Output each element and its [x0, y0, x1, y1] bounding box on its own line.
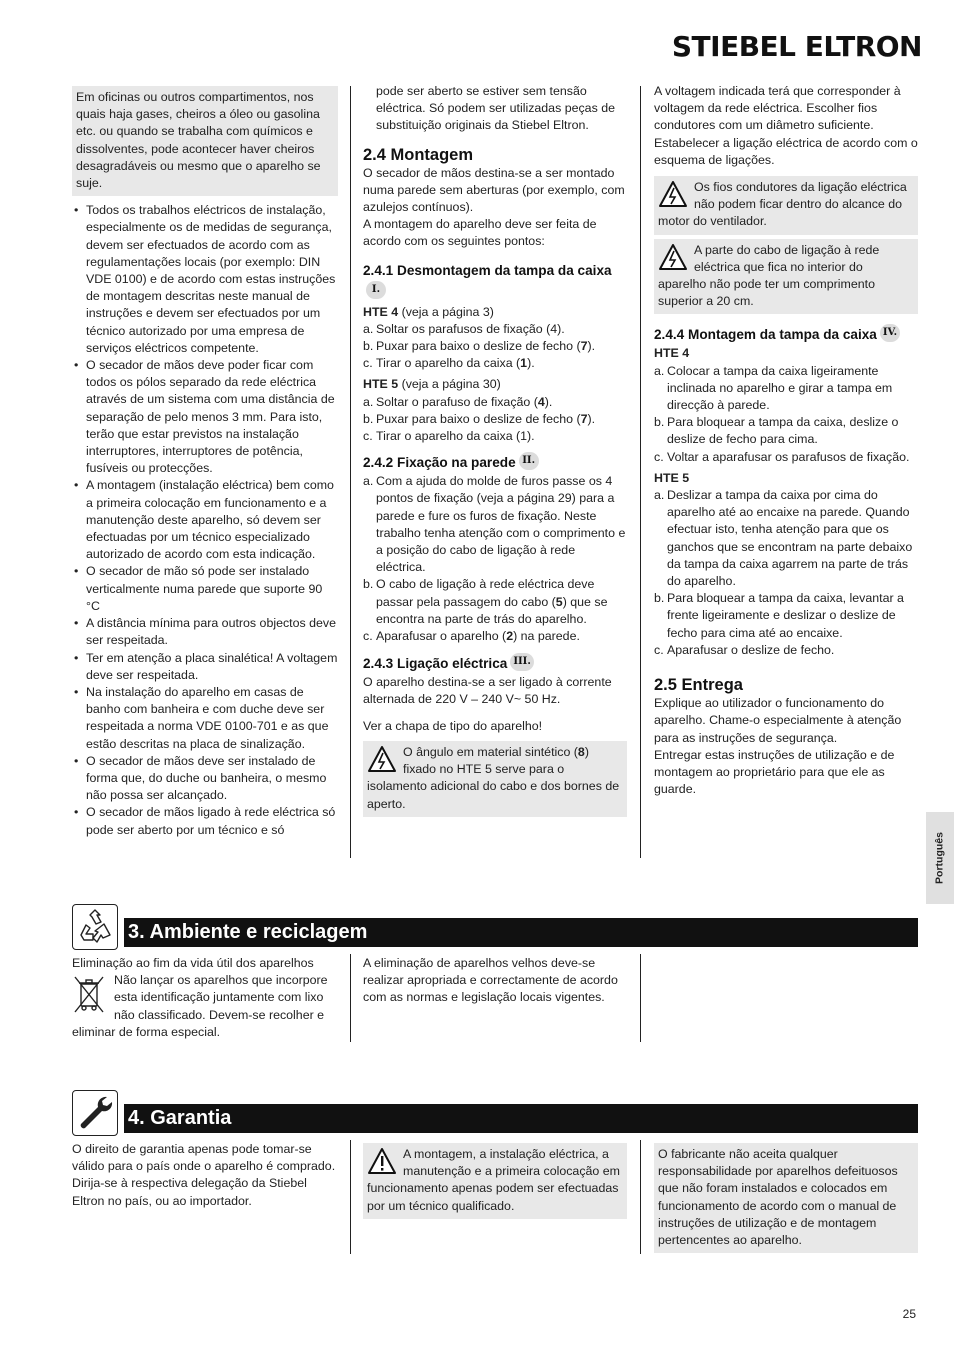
- model-line: [363, 376, 627, 393]
- step-text: O cabo de ligação à rede eléctrica deve passar pela passagem do cabo (: [376, 577, 595, 609]
- step-text: Puxar para baixo o deslize de fecho (: [376, 411, 581, 426]
- model-label: HTE 4: [363, 304, 399, 319]
- list-item: • O secador de mãos deve poder ficar com todos os pólos separado da rede eléctrica através de um sistema com uma distância de separação de pelo menos 3 mm. Para isto, terão que estar previstos na instalação interruptores, interruptores de potência, fusíveis ou protecções.: [72, 357, 338, 477]
- step-letter: b.: [363, 411, 374, 426]
- step-letter: b.: [654, 415, 665, 430]
- wrench-icon: [72, 1090, 118, 1136]
- disposal-block: [72, 955, 340, 1041]
- warning-text: A parte do cabo de ligação à rede eléctrica que fica no interior do aparelho não pode ter um comprimento superior a 20 cm.: [658, 242, 880, 309]
- odor-warning-box: Em oficinas ou outros compartimentos, nos quais haja gases, cheiros a óleo ou gasolina etc. ou quando se trabalha com químicos e dissolventes, pode acontecer haver cheiros desagradáveis ou mesmo que o aparelho se suje.: [72, 86, 338, 196]
- part-number: 1: [520, 356, 528, 371]
- step-letter: c.: [363, 429, 373, 444]
- part-number: 8: [577, 744, 585, 759]
- column-divider: [350, 86, 351, 858]
- heading-text: 2.4.2 Fixação na parede: [363, 455, 516, 471]
- warning-box: [363, 741, 627, 817]
- model-label: HTE 5: [654, 470, 690, 485]
- warning-text: O ângulo em material sintético (: [403, 744, 578, 759]
- list-item: [654, 487, 918, 590]
- list-item: • O secador de mãos ligado à rede eléctrica só pode ser aberto por um técnico e só: [72, 804, 338, 838]
- list-item: [363, 411, 627, 428]
- heading-entrega: 2.5 Entrega: [654, 676, 743, 695]
- paragraph: A voltagem indicada terá que corresponder à voltagem da rede eléctrica. Escolher fios condutores com um diâmetro suficiente. Estabelecer a ligação eléctrica de acordo com o esquema de ligações.: [654, 84, 918, 167]
- model-line: [654, 345, 918, 362]
- disposal-text: Não lançar os aparelhos que incorpore esta identificação juntamente com lixo não classificado. Devem-se recolher e eliminar de forma especial.: [72, 973, 328, 1039]
- step-text: Colocar a tampa da caixa ligeiramente inclinada no aparelho e girar a tampa em direcção à parede.: [667, 363, 893, 413]
- step-text: ) na parede.: [513, 629, 580, 644]
- warning-triangle-icon: [367, 745, 397, 773]
- step-letter: b.: [654, 591, 665, 606]
- brand-logo: STIEBEL ELTRON: [671, 30, 922, 63]
- part-number: 7: [580, 411, 588, 426]
- list-item: • Na instalação do aparelho em casas de banho com banheira e com duche deve ser respeitada a norma VDE 0100-701 e as que estão descritas na placa de sinalização.: [72, 684, 338, 753]
- list-item: [363, 628, 627, 645]
- model-line: [363, 304, 627, 321]
- heading-desmontagem: [363, 260, 627, 302]
- column-2: [363, 83, 627, 817]
- warning-triangle-icon: [658, 243, 688, 271]
- paragraph: Ver a chapa de tipo do aparelho!: [363, 718, 543, 733]
- warning-box: [654, 239, 918, 315]
- list-item: • O secador de mão só pode ser instalado verticalmente numa parede que suporte 90 °C: [72, 563, 338, 615]
- figure-ref-badge: II.: [519, 452, 539, 470]
- part-number: 4: [537, 394, 545, 409]
- step-letter: a.: [654, 363, 665, 378]
- steps-list: [363, 394, 627, 446]
- step-letter: a.: [363, 474, 374, 489]
- list-item: [654, 449, 918, 466]
- step-letter: c.: [654, 449, 664, 464]
- heading-montagem-tampa: [654, 324, 918, 345]
- list-item: • A montagem (instalação eléctrica) bem como a primeira colocação em funcionamento e a manutenção deste aparelho, só devem ser efectuadas por um técnico especializado autorizado de acordo com esta indicação.: [72, 477, 338, 563]
- paragraph: A montagem do aparelho deve ser feita de acordo com os seguintes pontos:: [363, 217, 597, 249]
- step-text: Tirar o aparelho da caixa (: [376, 356, 521, 371]
- steps-list: [363, 473, 627, 645]
- paragraph: O direito de garantia apenas pode tomar-se válido para o país onde o aparelho é comprado. Dirija-se à respectiva delegação da Stiebel Eltron no país, ou ao importador.: [72, 1142, 336, 1208]
- warning-text: ) fixado no HTE 5 serve para o isolamento adicional do cabo e dos bornes de aperto.: [367, 744, 620, 811]
- step-letter: b.: [363, 577, 374, 592]
- warning-triangle-icon: [658, 180, 688, 208]
- language-tab-label: Português: [933, 832, 946, 884]
- crossed-bin-icon: [72, 974, 106, 1014]
- column-divider: [640, 1140, 641, 1254]
- disposal-text-wrap: [72, 972, 340, 1041]
- column-3: [654, 83, 918, 798]
- paragraph: Entregar estas instruções de utilização e de montagem ao proprietário para que ele as guarde.: [654, 747, 895, 797]
- part-number: 2: [506, 629, 514, 644]
- steps-list: [654, 487, 918, 659]
- list-item: [654, 363, 918, 415]
- step-letter: a.: [363, 321, 374, 336]
- page-number: 25: [902, 1307, 916, 1321]
- figure-ref-badge: III.: [510, 653, 534, 671]
- list-item: [363, 428, 627, 445]
- list-item: • O secador de mãos deve ser instalado de forma que, do duche ou banheira, o mesmo não possa ser alcançado.: [72, 753, 338, 805]
- step-text: Com a ajuda do molde de furos passe os 4 pontos de fixação (veja a página 29) para a parede e fure os furos de fixação. Neste trabalho tenha atenção com o comprimento e a posição do cabo de ligação à rede eléctrica.: [376, 474, 626, 575]
- language-tab: [926, 812, 954, 904]
- column-1: [72, 86, 338, 839]
- column-divider: [350, 1140, 351, 1254]
- liability-box: O fabricante não aceita qualquer responsabilidade por aparelhos defeituosos que não foram instalados e colocados em funcionamento de acordo com o manual de instruções de utilização e de montagem pertencentes ao aparelho.: [654, 1143, 918, 1253]
- list-item: [363, 338, 627, 355]
- part-number: 7: [580, 339, 588, 354]
- list-item: [654, 642, 918, 659]
- steps-list: [654, 363, 918, 466]
- paragraph: O aparelho destina-se a ser ligado à corrente alternada de 220 V – 240 V~ 50 Hz.: [363, 675, 612, 707]
- paragraph: Explique ao utilizador o funcionamento do aparelho. Chame-o especialmente à atenção para as instruções de segurança.: [654, 696, 902, 745]
- list-item: [363, 576, 627, 628]
- figure-ref-badge: IV.: [880, 324, 900, 342]
- list-item: • A distância mínima para outros objectos deve ser respeitada.: [72, 615, 338, 649]
- step-letter: c.: [363, 629, 373, 644]
- step-letter: c.: [654, 642, 664, 657]
- step-text: Puxar para baixo o deslize de fecho (: [376, 339, 581, 354]
- section-title-ambiente: 3. Ambiente e reciclagem: [124, 918, 918, 947]
- list-item: [363, 394, 627, 411]
- step-text: ) que se encontra na parte de trás do aparelho.: [376, 594, 608, 626]
- list-item: [654, 590, 918, 642]
- section-title-garantia: 4. Garantia: [124, 1104, 918, 1133]
- heading-text: 2.4.1 Desmontagem da tampa da caixa: [363, 262, 612, 278]
- column-divider: [640, 86, 641, 858]
- step-letter: a.: [654, 488, 665, 503]
- step-letter: a.: [363, 394, 374, 409]
- warning-triangle-icon: [367, 1147, 397, 1175]
- list-item: [363, 355, 627, 372]
- step-letter: c.: [363, 356, 373, 371]
- page-ref: (veja a página 3): [398, 304, 494, 319]
- heading-ligacao: [363, 653, 627, 674]
- disposal-heading: Eliminação ao fim da vida útil dos aparelhos: [72, 956, 314, 970]
- step-text: Soltar os parafusos de fixação (4).: [376, 321, 565, 336]
- steps-list: [363, 321, 627, 373]
- model-label: HTE 5: [363, 377, 399, 392]
- page-ref: (veja a página 30): [398, 377, 501, 392]
- list-item: [363, 473, 627, 576]
- step-text: Para bloquear a tampa da caixa, deslize o deslize de fecho para cima.: [667, 415, 899, 447]
- model-line: [654, 470, 918, 487]
- step-text: Aparafusar o deslize de fecho.: [667, 642, 835, 657]
- column-divider: [350, 954, 351, 1042]
- warning-box: [654, 176, 918, 235]
- heading-text: 2.4.3 Ligação eléctrica: [363, 656, 508, 672]
- step-text: Voltar a aparafusar os parafusos de fixação.: [667, 449, 910, 464]
- heading-montagem: 2.4 Montagem: [363, 145, 474, 164]
- figure-ref-badge: I.: [366, 281, 386, 299]
- safety-bullet-list: [72, 202, 338, 839]
- paragraph: O secador de mãos destina-se a ser montado numa parede sem aberturas (por exemplo, com azulejos contínuos).: [363, 165, 625, 215]
- step-text: Tirar o aparelho da caixa (1).: [376, 429, 535, 444]
- model-label: HTE 4: [654, 346, 690, 361]
- continuation-text: pode ser aberto se estiver sem tensão eléctrica. Só podem ser utilizadas peças de substituição originais da Stiebel Eltron.: [376, 84, 615, 133]
- warning-text: A montagem, a instalação eléctrica, a manutenção e a primeira colocação em funcionamento apenas podem ser efectuadas por um técnico qualificado.: [367, 1147, 620, 1213]
- column-divider: [640, 954, 641, 1042]
- step-letter: b.: [363, 339, 374, 354]
- step-text: ).: [544, 394, 553, 409]
- step-text: Para bloquear a tampa da caixa, levantar a frente ligeiramente e deslizar o deslize de fecho para cima até ao encaixe.: [667, 591, 904, 640]
- warning-box: [363, 1143, 627, 1219]
- list-item: [654, 414, 918, 448]
- heading-text: 2.4.4 Montagem da tampa da caixa: [654, 327, 877, 343]
- recycle-icon: [72, 904, 118, 950]
- paragraph: A eliminação de aparelhos velhos deve-se realizar apropriada e correctamente de acordo com as normas e legislação locais vigentes.: [363, 956, 618, 1005]
- step-text: ).: [587, 411, 596, 426]
- list-item: • Ter em atenção a placa sinalética! A voltagem deve ser respeitada.: [72, 650, 338, 684]
- step-text: ).: [527, 356, 535, 371]
- step-text: ).: [587, 339, 596, 354]
- step-text: Aparafusar o aparelho (: [376, 629, 507, 644]
- step-text: Deslizar a tampa da caixa por cima do aparelho até ao encaixe na parede. Quando efectuar isto, tenha atenção para que os ganchos que se encontram na parte debaixo da tampa da caixa agarrem na parte de trás do aparelho.: [667, 488, 913, 589]
- step-text: Soltar o parafuso de fixação (: [376, 394, 538, 409]
- list-item: [363, 321, 627, 338]
- heading-fixacao: [363, 452, 627, 473]
- part-number: 5: [555, 594, 563, 609]
- warning-text: Os fios condutores da ligação eléctrica não podem ficar dentro do alcance do motor do ventilador.: [658, 180, 907, 229]
- list-item: • Todos os trabalhos eléctricos de instalação, especialmente os de medidas de segurança, devem ser efectuados de acordo com as regulamentações locais (por exemplo: DIN VDE 0100) e de acordo com estas instruções de montagem descritas neste manual de instruções e devem ser efectuados por um técnico autorizado por uma empresa de serviços eléctricos competente.: [72, 202, 338, 357]
